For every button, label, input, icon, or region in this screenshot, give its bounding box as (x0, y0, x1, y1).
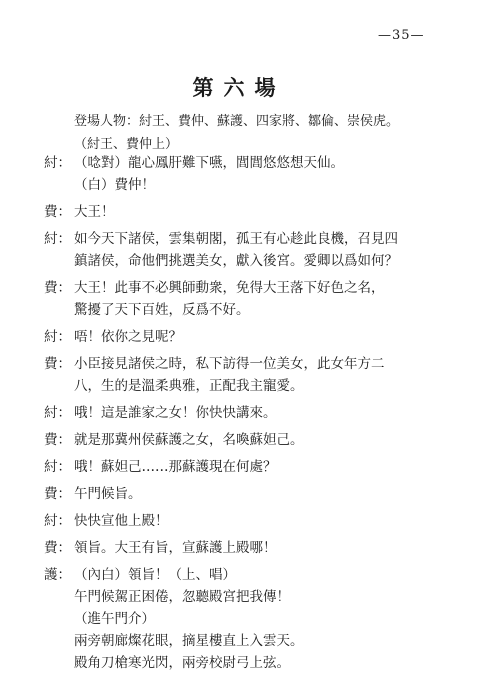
line-text: 小臣接見諸侯之時，私下訪得一位美女，此女年方二 (74, 356, 385, 372)
scene-title: 第六場 (192, 75, 286, 100)
dialogue-line (44, 608, 464, 630)
dialogue-line (44, 510, 464, 532)
speaker: 紂： (44, 459, 71, 475)
line-text: 如今天下諸侯，雲集朝閣，孤王有心趁此良機，召見四 (74, 231, 398, 247)
line-text: 哦！這是誰家之女！你快快講來。 (74, 405, 277, 421)
cast-line: 登場人物：紂王、費仲、蘇護、四家將、鄒倫、崇侯虎。 (74, 114, 400, 129)
line-text: （白）費仲！ (74, 177, 155, 193)
speaker: 紂： (44, 155, 71, 171)
dialogue-line (44, 630, 464, 652)
dialogue-line (44, 375, 464, 397)
dialogue-line (44, 228, 464, 250)
speaker (44, 652, 74, 674)
line-text: 唔！依你之見呢？ (74, 329, 182, 345)
speaker: 費： (44, 432, 71, 448)
speaker (44, 608, 74, 630)
line-text: 哦！蘇妲己……那蘇護現在何處？ (74, 459, 277, 475)
page-number: —35— (378, 28, 425, 43)
dialogue-line (44, 174, 464, 196)
dialogue-line (44, 564, 464, 586)
speaker: 護： (44, 567, 71, 583)
cast-list (74, 110, 399, 156)
speaker (44, 174, 74, 196)
dialogue-line (44, 326, 464, 348)
dialogue-line (44, 537, 464, 559)
line-text: 大王！此事不必興師動衆，免得大王落下好色之名， (74, 280, 385, 296)
speaker: 費： (44, 486, 71, 502)
dialogue-block (44, 152, 464, 674)
dialogue-line (44, 429, 464, 451)
line-text: 驚擾了天下百姓，反爲不好。 (74, 302, 250, 318)
dialogue-line (44, 586, 464, 608)
speaker (44, 250, 74, 272)
dialogue-line (44, 353, 464, 375)
dialogue-line (44, 402, 464, 424)
dialogue-line (44, 299, 464, 321)
line-text: 快快宣他上殿！ (74, 513, 169, 529)
speaker (44, 299, 74, 321)
dialogue-line (44, 456, 464, 478)
dialogue-line (44, 152, 464, 174)
line-text: 就是那冀州侯蘇護之女，名喚蘇妲己。 (74, 432, 304, 448)
line-text: 大王！ (74, 204, 115, 220)
speaker: 紂： (44, 405, 71, 421)
line-text: 兩旁朝廊燦花眼，摘星樓直上入雲天。 (74, 633, 304, 649)
line-text: 殿角刀槍寒光閃，兩旁校尉弓上弦。 (74, 655, 290, 671)
line-text: 午門候駕正困倦，忽聽殿宮把我傳！ (74, 589, 290, 605)
speaker: 費： (44, 356, 71, 372)
dialogue-line (44, 277, 464, 299)
dialogue-line (44, 652, 464, 674)
speaker: 紂： (44, 513, 71, 529)
line-text: 鎮諸侯，命他們挑選美女，獻入後宮。愛卿以爲如何？ (74, 253, 398, 269)
line-text: 領旨。大王有旨，宣蘇護上殿哪！ (74, 540, 277, 556)
line-text: （進午門介） (74, 611, 155, 627)
dialogue-line (44, 250, 464, 272)
speaker: 費： (44, 280, 71, 296)
stage-direction: （紂王、費仲上） (74, 137, 179, 152)
speaker: 紂： (44, 329, 71, 345)
speaker: 紂： (44, 231, 71, 247)
speaker (44, 375, 74, 397)
line-text: （內白）領旨！（上、唱） (74, 567, 236, 583)
line-text: （唸對）龍心鳳肝難下嚥，閭閭悠悠想天仙。 (74, 155, 344, 171)
speaker: 費： (44, 540, 71, 556)
speaker (44, 630, 74, 652)
speaker (44, 586, 74, 608)
line-text: 午門候旨。 (74, 486, 142, 502)
line-text: 八，生的是溫柔典雅，正配我主寵愛。 (74, 378, 304, 394)
dialogue-line (44, 483, 464, 505)
speaker: 費： (44, 204, 71, 220)
dialogue-line (44, 201, 464, 223)
